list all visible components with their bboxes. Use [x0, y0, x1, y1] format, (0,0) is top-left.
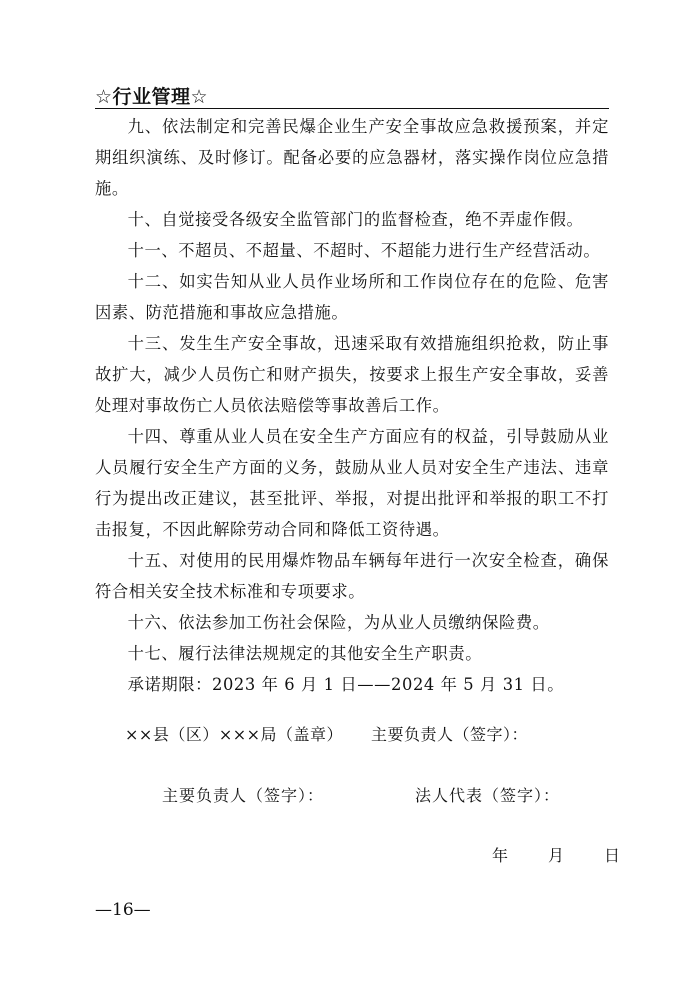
clause-12: 十二、如实告知从业人员作业场所和工作岗位存在的危险、危害因素、防范措施和事故应急措施。 [95, 272, 609, 322]
date-line [492, 843, 620, 866]
clause-16: 十六、依法参加工伤社会保险，为从业人员缴纳保险费。 [127, 613, 550, 632]
clause-15: 十五、对使用的民用爆炸物品车辆每年进行一次安全检查，确保符合相关安全技术标准和专项要求。 [95, 551, 609, 601]
date-month-label: 月 [548, 846, 565, 865]
clause-10: 十、自觉接受各级安全监管部门的监督检查，绝不弄虚作假。 [127, 210, 584, 229]
agency-signature-row [125, 722, 528, 745]
commitment-body [95, 111, 609, 700]
clause-13: 十三、发生生产安全事故，迅速采取有效措施组织抢救，防止事故扩大，减少人员伤亡和财产损失，按要求上报生产安全事故，妥善处理对事故伤亡人员依法赔偿等事故善后工作。 [95, 334, 609, 415]
clause-17: 十七、履行法律法规规定的其他安全生产职责。 [127, 644, 483, 663]
commitment-period: 承诺期限：2023 年 6 月 1 日——2024 年 5 月 31 日。 [127, 675, 565, 694]
clause-9: 九、依法制定和完善民爆企业生产安全事故应急救援预案，并定期组织演练、及时修订。配备必要的应急器材，落实操作岗位应急措施。 [95, 117, 609, 198]
page-header [95, 80, 609, 109]
agency-seal-label: ××县（区）×××局（盖章） [125, 725, 344, 744]
legal-rep-signature-label: 法人代表（签字）： [415, 786, 561, 805]
section-title: ☆行业管理☆ [95, 86, 209, 108]
company-head-signature-label: 主要负责人（签字）： [162, 786, 325, 805]
page-number: —16— [95, 900, 151, 920]
clause-11: 十一、不超员、不超量、不超时、不超能力进行生产经营活动。 [127, 241, 601, 260]
date-day-label: 日 [604, 846, 621, 865]
clause-14: 十四、尊重从业人员在安全生产方面应有的权益，引导鼓励从业人员履行安全生产方面的义务，鼓励从业人员对安全生产违法、违章行为提出改正建议，甚至批评、举报，对提出批评和举报的职工不打击报复，不因此解除劳动合同和降低工资待遇。 [95, 427, 609, 539]
agency-head-signature-label: 主要负责人（签字）： [371, 725, 529, 744]
date-year-label: 年 [492, 846, 509, 865]
